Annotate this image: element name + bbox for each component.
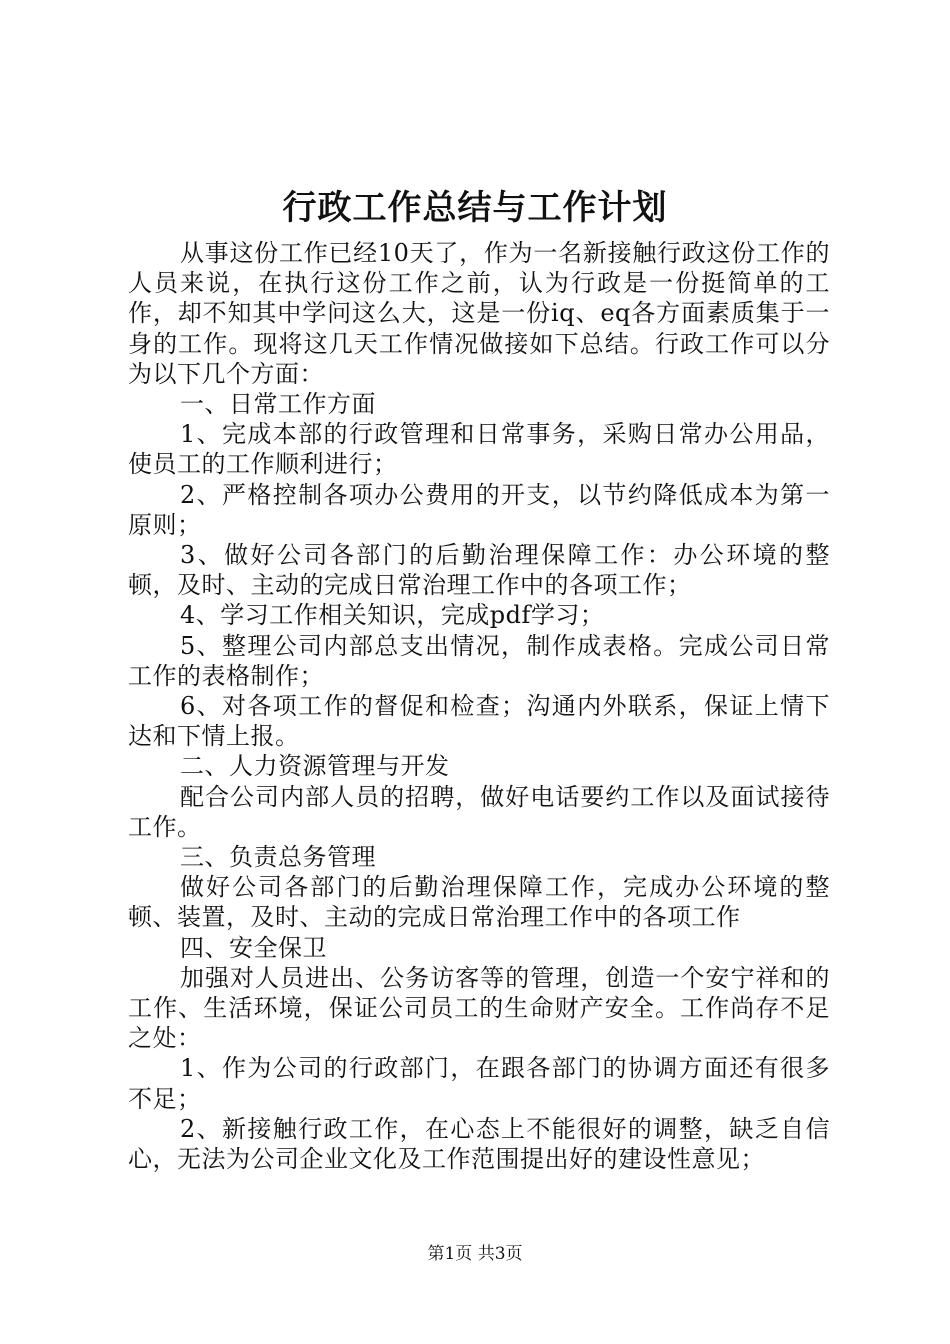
list-item: 1、完成本部的行政管理和日常事务，采购日常办公用品，使员工的工作顺利进行； xyxy=(128,420,830,479)
heading-security: 四、安全保卫 xyxy=(180,933,327,962)
paragraph-hr: 配合公司内部人员的招聘，做好电话要约工作以及面试接待工作。 xyxy=(128,782,830,841)
list-item: 5、整理公司内部总支出情况，制作成表格。完成公司日常工作的表格制作； xyxy=(128,631,830,690)
list-item: 4、学习工作相关知识，完成pdf学习； xyxy=(180,601,605,630)
list-item: 6、对各项工作的督促和检查；沟通内外联系，保证上情下达和下情上报。 xyxy=(128,692,830,751)
list-item: 2、严格控制各项办公费用的开支，以节约降低成本为第一原则； xyxy=(128,480,830,539)
heading-daily-work: 一、日常工作方面 xyxy=(180,390,376,419)
list-item: 3、做好公司各部门的后勤治理保障工作：办公环境的整顿，及时、主动的完成日常治理工作中的各项工作； xyxy=(128,541,830,600)
page-footer: 第1页 共3页 xyxy=(427,1244,523,1264)
paragraph-general-affairs: 做好公司各部门的后勤治理保障工作，完成办公环境的整顿、装置，及时、主动的完成日常治理工作中的各项工作 xyxy=(128,873,830,932)
paragraph-intro: 从事这份工作已经10天了，作为一名新接触行政这份工作的人员来说，在执行这份工作之前，认为行政是一份挺简单的工作，却不知其中学问这么大，这是一份iq、eq各方面素质集于一身的工作。现将这几天工作情况做接如下总结。行政工作可以分为以下几个方面： xyxy=(128,239,830,388)
paragraph-security: 加强对人员进出、公务访客等的管理，创造一个安宁祥和的工作、生活环境，保证公司员工的生命财产安全。工作尚存不足之处： xyxy=(128,963,830,1053)
heading-general-affairs: 三、负责总务管理 xyxy=(180,843,376,872)
list-item: 1、作为公司的行政部门，在跟各部门的协调方面还有很多不足； xyxy=(128,1054,830,1113)
document-body xyxy=(128,238,830,1174)
heading-hr: 二、人力资源管理与开发 xyxy=(180,752,450,781)
list-item: 2、新接触行政工作，在心态上不能很好的调整，缺乏自信心，无法为公司企业文化及工作范围提出好的建设性意见； xyxy=(128,1114,830,1174)
document-title: 行政工作总结与工作计划 xyxy=(282,188,668,228)
